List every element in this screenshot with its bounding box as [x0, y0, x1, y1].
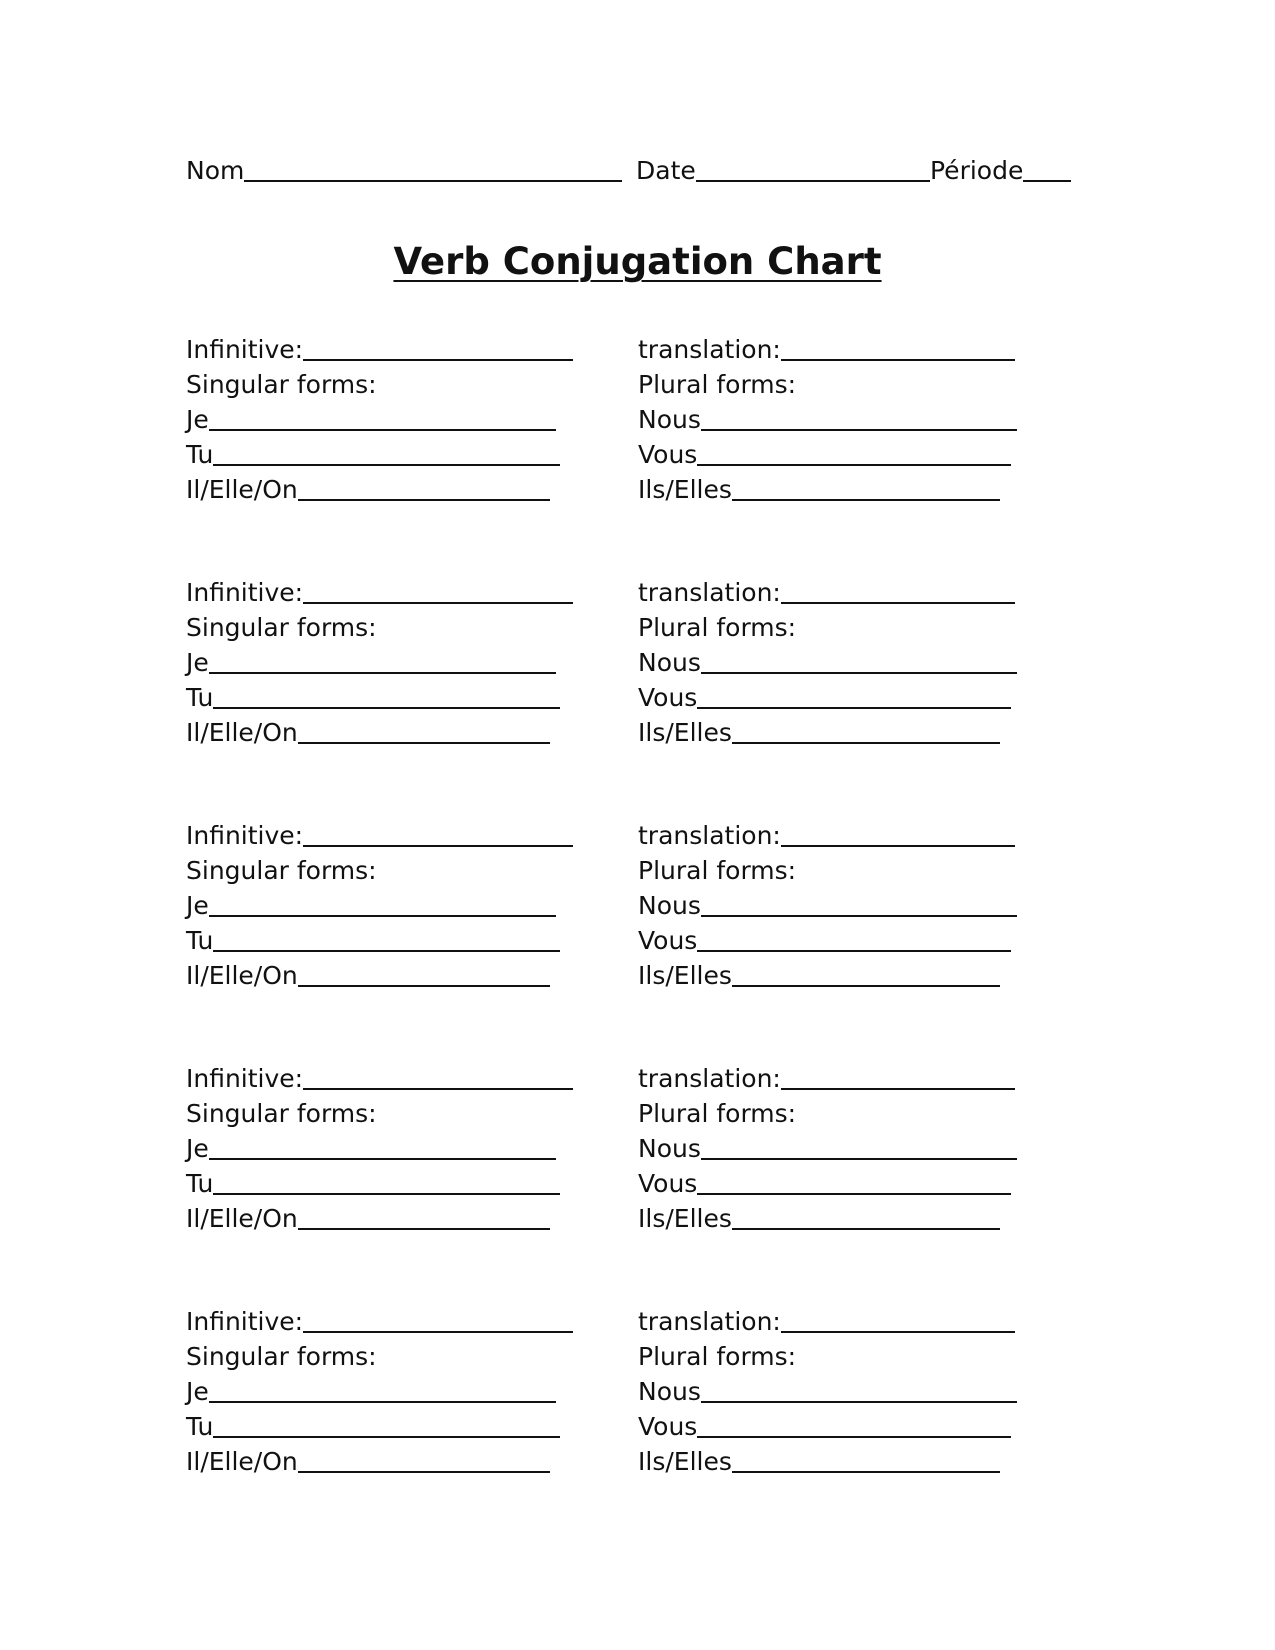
il-elle-on-line[interactable]	[298, 718, 550, 744]
infinitive-row[interactable]	[186, 816, 573, 851]
page-title: Verb Conjugation Chart	[393, 240, 882, 283]
ils-elles-label: Ils/Elles	[638, 961, 732, 990]
tu-line[interactable]	[213, 683, 560, 709]
tu-row[interactable]	[186, 678, 573, 713]
je-row[interactable]	[186, 643, 573, 678]
je-label: Je	[186, 1134, 209, 1163]
translation-line[interactable]	[781, 578, 1015, 604]
il-elle-on-line[interactable]	[298, 1447, 550, 1473]
vous-label: Vous	[638, 1412, 698, 1441]
ils-elles-line[interactable]	[732, 475, 1000, 501]
vous-line[interactable]	[697, 1412, 1011, 1438]
ils-elles-line[interactable]	[732, 718, 1000, 744]
nous-label: Nous	[638, 405, 701, 434]
translation-row[interactable]	[638, 1302, 1017, 1337]
tu-line[interactable]	[213, 1169, 560, 1195]
date-label: Date	[636, 156, 696, 185]
infinitive-label: Infinitive:	[186, 1307, 304, 1336]
singular-forms-label: Singular forms:	[186, 613, 377, 642]
conjugation-block-4	[186, 1059, 1086, 1234]
nous-label: Nous	[638, 1134, 701, 1163]
translation-row[interactable]	[638, 1059, 1017, 1094]
translation-label: translation:	[638, 335, 781, 364]
tu-label: Tu	[186, 1412, 214, 1441]
nous-row[interactable]	[638, 886, 1017, 921]
ils-elles-label: Ils/Elles	[638, 1204, 732, 1233]
tu-label: Tu	[186, 1169, 214, 1198]
infinitive-label: Infinitive:	[186, 335, 304, 364]
singular-column	[186, 1302, 573, 1477]
singular-forms-row	[186, 851, 573, 886]
translation-label: translation:	[638, 821, 781, 850]
infinitive-line[interactable]	[303, 1064, 573, 1090]
je-row[interactable]	[186, 1129, 573, 1164]
plural-forms-row	[638, 1094, 1017, 1129]
plural-forms-row	[638, 851, 1017, 886]
vous-label: Vous	[638, 1169, 698, 1198]
infinitive-line[interactable]	[303, 1307, 573, 1333]
nous-line[interactable]	[701, 1377, 1017, 1403]
je-label: Je	[186, 1377, 209, 1406]
je-label: Je	[186, 405, 209, 434]
period-line[interactable]	[1023, 154, 1071, 182]
il-elle-on-line[interactable]	[298, 1204, 550, 1230]
il-elle-on-label: Il/Elle/On	[186, 961, 298, 990]
infinitive-label: Infinitive:	[186, 821, 304, 850]
plural-forms-label: Plural forms:	[638, 370, 797, 399]
il-elle-on-row[interactable]	[186, 1199, 573, 1234]
singular-forms-row	[186, 1337, 573, 1372]
vous-label: Vous	[638, 926, 698, 955]
conjugation-block-3	[186, 816, 1086, 991]
il-elle-on-label: Il/Elle/On	[186, 1204, 298, 1233]
translation-line[interactable]	[781, 1307, 1015, 1333]
il-elle-on-label: Il/Elle/On	[186, 718, 298, 747]
ils-elles-line[interactable]	[732, 961, 1000, 987]
student-info-row	[186, 150, 1066, 186]
vous-row[interactable]	[638, 1164, 1017, 1199]
infinitive-row[interactable]	[186, 330, 573, 365]
nous-row[interactable]	[638, 643, 1017, 678]
name-field[interactable]	[186, 150, 622, 186]
je-row[interactable]	[186, 1372, 573, 1407]
plural-forms-label: Plural forms:	[638, 856, 797, 885]
je-line[interactable]	[209, 891, 556, 917]
vous-row[interactable]	[638, 435, 1017, 470]
plural-forms-label: Plural forms:	[638, 1342, 797, 1371]
plural-column	[638, 1302, 1017, 1477]
tu-row[interactable]	[186, 435, 573, 470]
tu-line[interactable]	[213, 1412, 560, 1438]
nous-row[interactable]	[638, 1372, 1017, 1407]
je-line[interactable]	[209, 648, 556, 674]
infinitive-label: Infinitive:	[186, 578, 304, 607]
plural-column	[638, 1059, 1017, 1234]
il-elle-on-label: Il/Elle/On	[186, 1447, 298, 1476]
conjugation-block-5	[186, 1302, 1086, 1477]
singular-forms-label: Singular forms:	[186, 1099, 377, 1128]
il-elle-on-row[interactable]	[186, 1442, 573, 1477]
singular-forms-label: Singular forms:	[186, 1342, 377, 1371]
tu-row[interactable]	[186, 1164, 573, 1199]
infinitive-row[interactable]	[186, 1059, 573, 1094]
translation-line[interactable]	[781, 335, 1015, 361]
vous-line[interactable]	[697, 440, 1011, 466]
ils-elles-line[interactable]	[732, 1204, 1000, 1230]
singular-forms-row	[186, 1094, 573, 1129]
period-label: Période	[930, 156, 1024, 185]
name-label: Nom	[186, 156, 245, 185]
nous-label: Nous	[638, 1377, 701, 1406]
je-line[interactable]	[209, 1134, 556, 1160]
il-elle-on-label: Il/Elle/On	[186, 475, 298, 504]
singular-column	[186, 1059, 573, 1234]
plural-forms-row	[638, 365, 1017, 400]
nous-line[interactable]	[701, 891, 1017, 917]
tu-label: Tu	[186, 440, 214, 469]
je-line[interactable]	[209, 1377, 556, 1403]
translation-line[interactable]	[781, 821, 1015, 847]
infinitive-line[interactable]	[303, 821, 573, 847]
je-line[interactable]	[209, 405, 556, 431]
vous-row[interactable]	[638, 1407, 1017, 1442]
infinitive-line[interactable]	[303, 578, 573, 604]
il-elle-on-line[interactable]	[298, 961, 550, 987]
nous-label: Nous	[638, 648, 701, 677]
vous-label: Vous	[638, 683, 698, 712]
infinitive-line[interactable]	[303, 335, 573, 361]
plural-column	[638, 816, 1017, 991]
tu-row[interactable]	[186, 1407, 573, 1442]
singular-forms-row	[186, 365, 573, 400]
nous-label: Nous	[638, 891, 701, 920]
nous-row[interactable]	[638, 400, 1017, 435]
translation-label: translation:	[638, 578, 781, 607]
tu-row[interactable]	[186, 921, 573, 956]
plural-column	[638, 573, 1017, 748]
ils-elles-row[interactable]	[638, 470, 1017, 505]
nous-line[interactable]	[701, 405, 1017, 431]
ils-elles-row[interactable]	[638, 1442, 1017, 1477]
tu-line[interactable]	[213, 926, 560, 952]
singular-forms-label: Singular forms:	[186, 856, 377, 885]
ils-elles-line[interactable]	[732, 1447, 1000, 1473]
infinitive-row[interactable]	[186, 573, 573, 608]
singular-column	[186, 573, 573, 748]
period-field[interactable]	[930, 150, 1071, 186]
vous-row[interactable]	[638, 921, 1017, 956]
translation-label: translation:	[638, 1307, 781, 1336]
ils-elles-label: Ils/Elles	[638, 1447, 732, 1476]
conjugation-block-2	[186, 573, 1086, 748]
vous-row[interactable]	[638, 678, 1017, 713]
vous-line[interactable]	[697, 926, 1011, 952]
plural-forms-row	[638, 608, 1017, 643]
je-label: Je	[186, 648, 209, 677]
il-elle-on-row[interactable]	[186, 470, 573, 505]
translation-row[interactable]	[638, 573, 1017, 608]
tu-label: Tu	[186, 683, 214, 712]
nous-line[interactable]	[701, 1134, 1017, 1160]
date-field[interactable]	[636, 150, 930, 186]
translation-row[interactable]	[638, 330, 1017, 365]
vous-line[interactable]	[697, 1169, 1011, 1195]
translation-label: translation:	[638, 1064, 781, 1093]
infinitive-row[interactable]	[186, 1302, 573, 1337]
plural-column	[638, 330, 1017, 505]
nous-row[interactable]	[638, 1129, 1017, 1164]
singular-forms-row	[186, 608, 573, 643]
ils-elles-row[interactable]	[638, 1199, 1017, 1234]
translation-line[interactable]	[781, 1064, 1015, 1090]
conjugation-block-1	[186, 330, 1086, 505]
il-elle-on-line[interactable]	[298, 475, 550, 501]
il-elle-on-row[interactable]	[186, 713, 573, 748]
je-label: Je	[186, 891, 209, 920]
tu-label: Tu	[186, 926, 214, 955]
il-elle-on-row[interactable]	[186, 956, 573, 991]
ils-elles-row[interactable]	[638, 956, 1017, 991]
je-row[interactable]	[186, 886, 573, 921]
ils-elles-label: Ils/Elles	[638, 475, 732, 504]
ils-elles-row[interactable]	[638, 713, 1017, 748]
singular-forms-label: Singular forms:	[186, 370, 377, 399]
name-line[interactable]	[244, 154, 622, 182]
singular-column	[186, 816, 573, 991]
singular-column	[186, 330, 573, 505]
je-row[interactable]	[186, 400, 573, 435]
vous-line[interactable]	[697, 683, 1011, 709]
date-line[interactable]	[696, 154, 930, 182]
infinitive-label: Infinitive:	[186, 1064, 304, 1093]
tu-line[interactable]	[213, 440, 560, 466]
nous-line[interactable]	[701, 648, 1017, 674]
vous-label: Vous	[638, 440, 698, 469]
ils-elles-label: Ils/Elles	[638, 718, 732, 747]
plural-forms-label: Plural forms:	[638, 613, 797, 642]
translation-row[interactable]	[638, 816, 1017, 851]
plural-forms-label: Plural forms:	[638, 1099, 797, 1128]
plural-forms-row	[638, 1337, 1017, 1372]
